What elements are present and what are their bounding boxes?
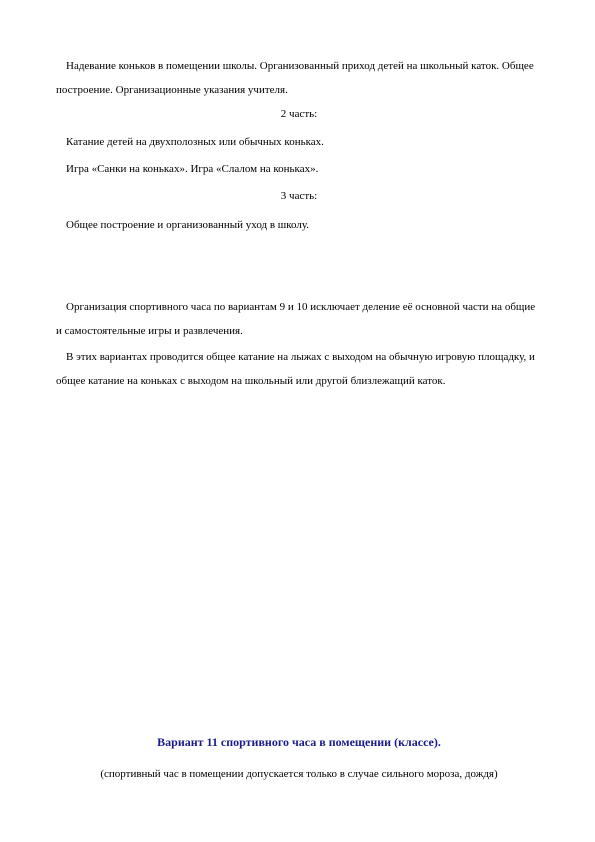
part2-item: Катание детей на двухполозных или обычных коньках. <box>66 136 324 148</box>
part3-heading: 3 часть: <box>280 190 318 202</box>
notes-paragraph-2: В этих вариантах проводится общее катание на лыжах с выходом на обычную игровую площадку, и общее катание на коньках с выходом на школьный или другой близлежащий каток. <box>56 351 535 387</box>
variant-11-subtitle: (спортивный час в помещении допускается только в случае сильного мороза, дождя) <box>100 768 498 780</box>
notes-paragraph-1: Организация спортивного часа по вариантам 9 и 10 исключает деление её основной части на общие и самостоятельные игры и развлечения. <box>56 301 536 337</box>
part3-item: Общее построение и организованный уход в школу. <box>66 219 310 231</box>
variant-11-title: Вариант 11 спортивного часа в помещении (классе). <box>157 735 441 749</box>
part2-heading: 2 часть: <box>280 108 318 120</box>
part1-paragraph: Надевание коньков в помещении школы. Организованный приход детей на школьный каток. Общее построение. Организационные указания учителя. <box>56 60 534 96</box>
part2-item: Игра «Санки на коньках». Игра «Слалом на коньках». <box>66 163 319 175</box>
